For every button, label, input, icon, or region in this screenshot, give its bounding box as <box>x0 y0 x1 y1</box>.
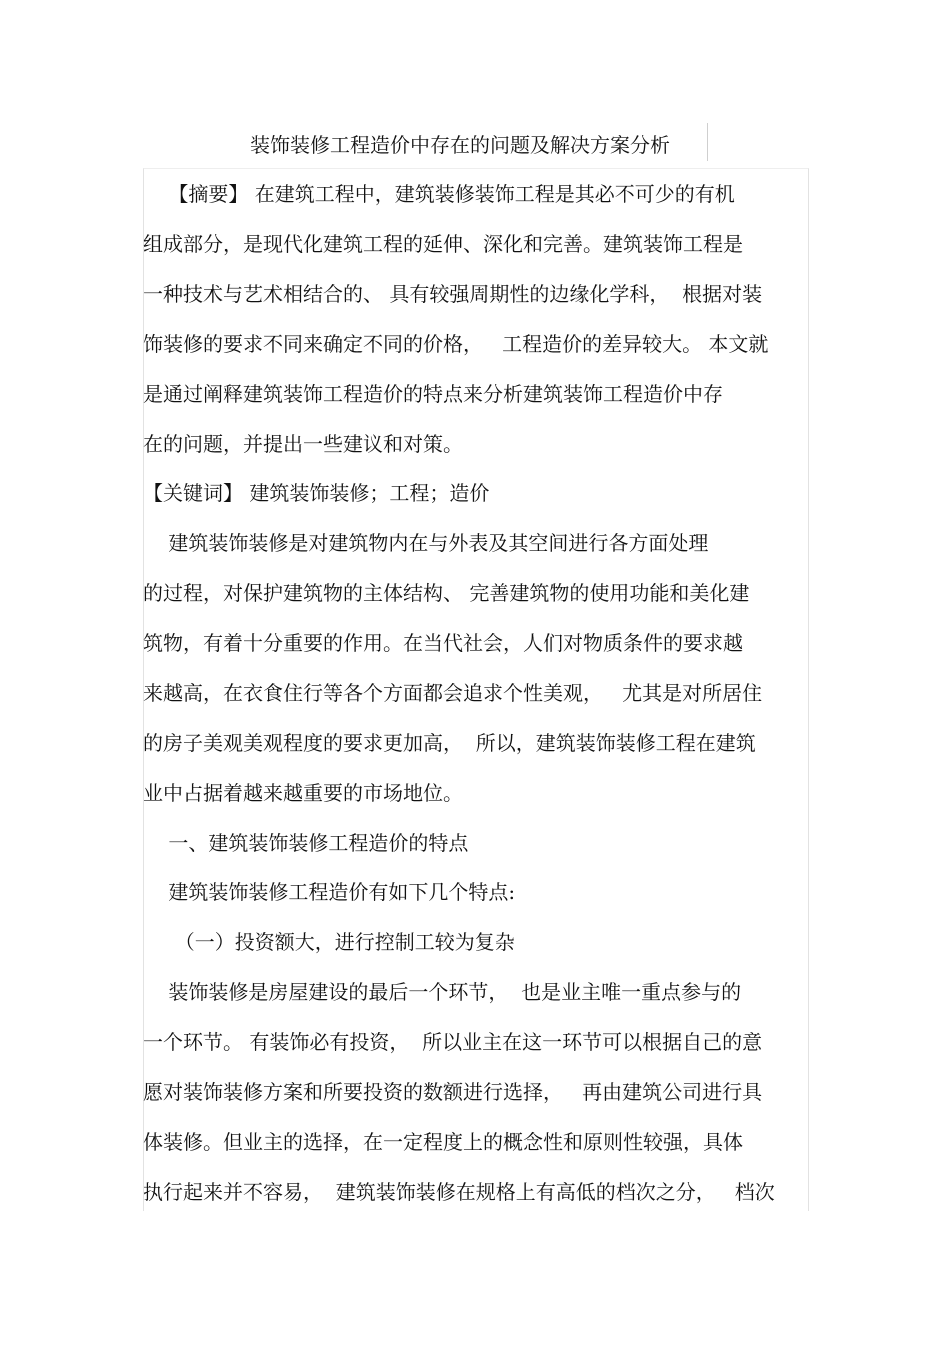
text-line: 【摘要】 在建筑工程中，建筑装修装饰工程是其必不可少的有机 <box>143 182 735 206</box>
text-line: 体装修。但业主的选择，在一定程度上的概念性和原则性较强，具体 <box>143 1130 743 1154</box>
text-line: 建筑装饰装修是对建筑物内在与外表及其空间进行各方面处理 <box>143 531 709 555</box>
text-line: 是通过阐释建筑装饰工程造价的特点来分析建筑装饰工程造价中存 <box>143 382 723 406</box>
text-line: 执行起来并不容易， 建筑装饰装修在规格上有高低的档次之分， 档次 <box>143 1180 775 1204</box>
text-line: 装饰装修是房屋建设的最后一个环节， 也是业主唯一重点参与的 <box>143 980 742 1004</box>
text-line: 一种技术与艺术相结合的、 具有较强周期性的边缘化学科， 根据对装 <box>143 282 763 306</box>
text-line: 的过程，对保护建筑物的主体结构、 完善建筑物的使用功能和美化建 <box>143 581 750 605</box>
document-title: 装饰装修工程造价中存在的问题及解决方案分析 <box>250 133 670 157</box>
text-line: 筑物，有着十分重要的作用。在当代社会，人们对物质条件的要求越 <box>143 631 743 655</box>
text-line: 【关键词】 建筑装饰装修；工程；造价 <box>143 481 490 505</box>
text-line: 的房子美观美观程度的要求更加高， 所以，建筑装饰装修工程在建筑 <box>143 731 756 755</box>
text-line: 来越高，在衣食住行等各个方面都会追求个性美观， 尤其是对所居住 <box>143 681 763 705</box>
text-line: 业中占据着越来越重要的市场地位。 <box>143 781 463 805</box>
text-line: 饰装修的要求不同来确定不同的价格， 工程造价的差异较大。 本文就 <box>143 332 769 356</box>
text-line: 建筑装饰装修工程造价有如下几个特点: <box>143 880 516 904</box>
text-line: 组成部分，是现代化建筑工程的延伸、深化和完善。建筑装饰工程是 <box>143 232 743 256</box>
title-divider <box>707 123 708 161</box>
text-line: （一）投资额大，进行控制工较为复杂 <box>143 930 515 954</box>
text-line: 一个环节。 有装饰必有投资， 所以业主在这一环节可以根据自己的意 <box>143 1030 763 1054</box>
text-line: 愿对装饰装修方案和所要投资的数额进行选择， 再由建筑公司进行具 <box>143 1080 763 1104</box>
text-line: 一、建筑装饰装修工程造价的特点 <box>143 831 469 855</box>
text-line: 在的问题，并提出一些建议和对策。 <box>143 432 463 456</box>
